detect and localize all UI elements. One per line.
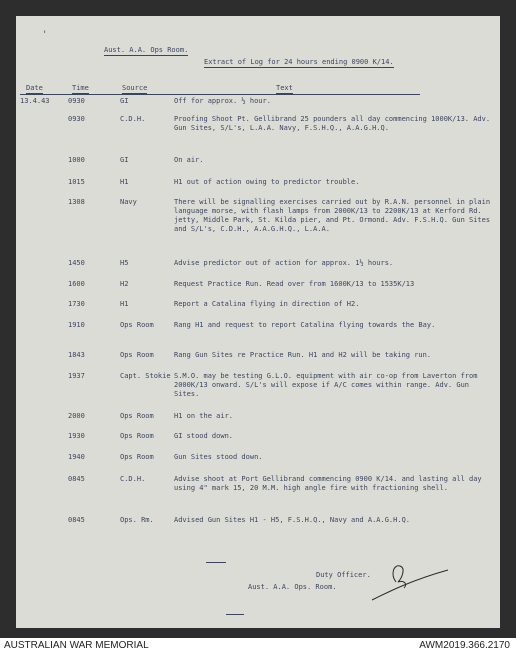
entry-time: 0930 <box>68 97 85 105</box>
entry-text: Advised Gun Sites H1 - H5, F.S.H.Q., Navy and A.A.G.H.Q. <box>174 516 411 524</box>
ops-room-signoff: Aust. A.A. Ops. Room. <box>248 583 337 591</box>
col-date: Date <box>26 84 43 92</box>
document-page <box>16 16 500 628</box>
entry-text: On air. <box>174 156 204 164</box>
footer-accession-number: AWM2019.366.2170 <box>419 640 510 651</box>
entry-text: There will be signalling exercises carried out by R.A.N. personnel in plain language morse, with flash lamps from 2000K/13 to 2200K/13 at Kerford Rd. jetty, Middle Park, St. Kilda pier, and Pt. Ormond. Adv. F.S.H.Q. Gun Sites and S/L's, C.D.H., A.A.G.H.Q., L.A.A. <box>174 198 491 233</box>
entry-text: Proofing Shoot Pt. Gellibrand 25 pounders all day commencing 1000K/13. Adv. Gun Sites, S/L's, L.A.A. Navy, F.S.H.Q., A.A.G.H.Q. <box>174 115 491 132</box>
entry-text: Rang H1 and request to report Catalina flying towards the Bay. <box>174 321 436 329</box>
entry-time: 2000 <box>68 412 85 420</box>
office-heading: Aust. A.A. Ops Room. <box>104 46 189 54</box>
col-time: Time <box>72 84 89 92</box>
entry-time: 1937 <box>68 372 85 380</box>
entry-source: C.D.H. <box>120 475 146 483</box>
entry-text: S.M.O. may be testing G.L.O. equipment with air co-op from Laverton from 2000K/13 onward. S/L's will expose if A/C comes within range. Adv. Gun Sites. <box>174 372 478 398</box>
entry-source: H1 <box>120 300 129 308</box>
entry-text: Report a Catalina flying in direction of H2. <box>174 300 360 308</box>
entry-text: H1 out of action owing to predictor trouble. <box>174 178 360 186</box>
entry-source: Ops Room <box>120 351 154 359</box>
entry-time: 1843 <box>68 351 85 359</box>
entry-source: GI <box>120 97 129 105</box>
entry-time: 1730 <box>68 300 85 308</box>
entry-time: 1015 <box>68 178 85 186</box>
entry-source: H2 <box>120 280 129 288</box>
hole-punch-mark: ' <box>42 30 48 40</box>
header-rule <box>20 94 420 95</box>
entry-source: C.D.H. <box>120 115 146 123</box>
entry-text: Off for approx. ½ hour. <box>174 97 271 105</box>
footer-institution: AUSTRALIAN WAR MEMORIAL <box>4 640 149 651</box>
entry-source: GI <box>120 156 129 164</box>
entry-source: Navy <box>120 198 137 206</box>
entry-source: Ops Room <box>120 412 154 420</box>
entry-time: 1000 <box>68 156 85 164</box>
officer-signature <box>368 560 452 602</box>
entry-source: Ops. Rm. <box>120 516 154 524</box>
entry-text: Request Practice Run. Read over from 1600K/13 to 1535K/13 <box>174 280 415 288</box>
entry-time: 1940 <box>68 453 85 461</box>
entry-time: 1308 <box>68 198 85 206</box>
entry-text: H1 on the air. <box>174 412 234 420</box>
entry-text: Advise shoot at Port Gellibrand commencing 0900 K/14. and lasting all day using 4" mark 15, 20 M.M. high angle fire with fractioning shell. <box>174 475 482 492</box>
entry-text: Gun Sites stood down. <box>174 453 263 461</box>
entry-time: 1600 <box>68 280 85 288</box>
duty-officer-title: Duty Officer. <box>316 571 371 579</box>
entry-time: 0845 <box>68 475 85 483</box>
entry-source: Ops Room <box>120 453 154 461</box>
entry-source: Ops Room <box>120 321 154 329</box>
entry-source: Ops Room <box>120 432 154 440</box>
entry-source: Capt. Stokie <box>120 372 171 380</box>
bottom-separator-dash <box>226 614 244 615</box>
entry-time: 1450 <box>68 259 85 267</box>
entry-time: 0845 <box>68 516 85 524</box>
entry-time: 1910 <box>68 321 85 329</box>
extract-title: Extract of Log for 24 hours ending 0900 K/14. <box>204 58 394 66</box>
entry-date: 13.4.43 <box>20 97 50 105</box>
entry-time: 0930 <box>68 115 85 123</box>
entry-text: GI stood down. <box>174 432 234 440</box>
entry-text: Rang Gun Sites re Practice Run. H1 and H2 will be taking run. <box>174 351 432 359</box>
separator-dash <box>206 562 226 563</box>
entry-source: H5 <box>120 259 129 267</box>
entry-text: Advise predictor out of action for approx. 1½ hours. <box>174 259 394 267</box>
col-text: Text <box>276 84 293 92</box>
col-source: Source <box>122 84 148 92</box>
archive-footer <box>0 638 516 653</box>
entry-time: 1930 <box>68 432 85 440</box>
entry-source: H1 <box>120 178 129 186</box>
